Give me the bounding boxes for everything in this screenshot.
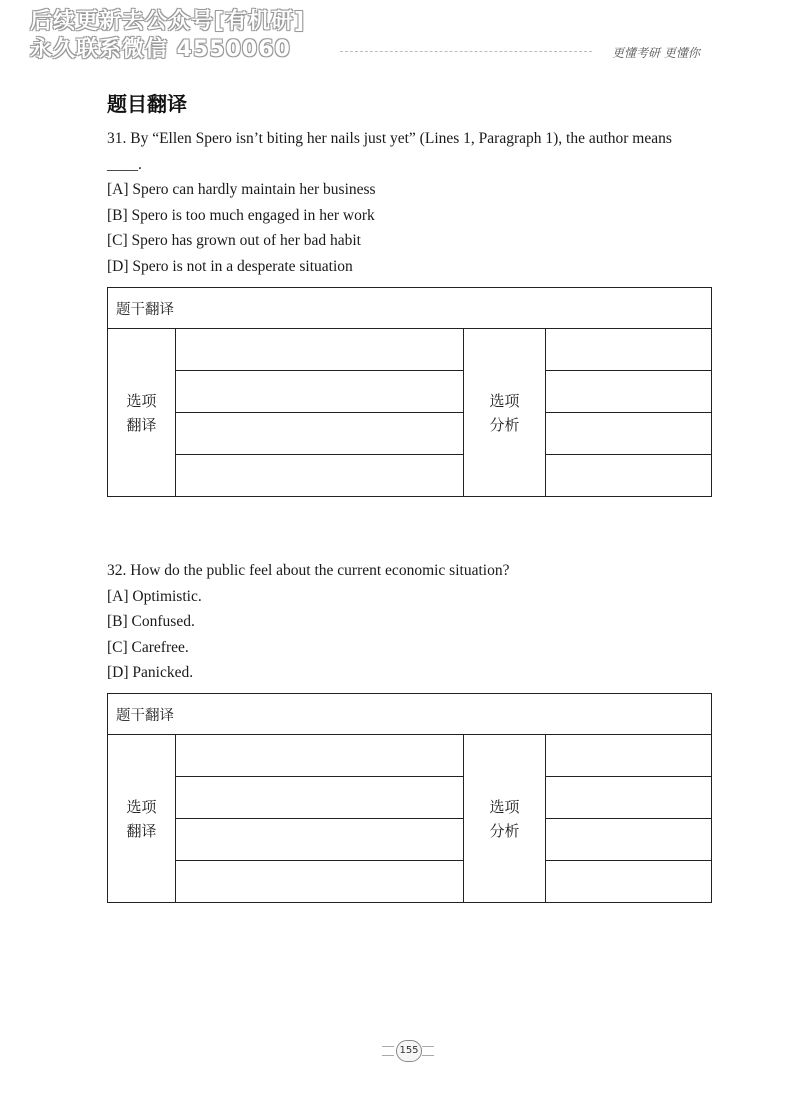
option-d: [D] Panicked. — [107, 664, 194, 681]
question-32 — [107, 558, 717, 686]
stem-translation-label: 题干翻译 — [108, 694, 712, 735]
option-translation-label: 选项 翻译 — [108, 329, 176, 497]
option-translation-cell[interactable] — [176, 329, 464, 371]
header-tagline: 更懂考研 更懂你 — [612, 46, 700, 60]
option-analysis-cell[interactable] — [546, 861, 712, 903]
option-translation-cell[interactable] — [176, 777, 464, 819]
question-31 — [107, 126, 717, 279]
option-analysis-cell[interactable] — [546, 777, 712, 819]
section-title: 题目翻译 — [107, 92, 187, 116]
option-analysis-cell[interactable] — [546, 329, 712, 371]
translation-table-32 — [107, 693, 712, 903]
page-number-ornament-right — [422, 1046, 434, 1056]
translation-table-31 — [107, 287, 712, 497]
option-translation-cell[interactable] — [176, 455, 464, 497]
watermark — [30, 8, 305, 64]
option-b: [B] Spero is too much engaged in her work — [107, 206, 375, 224]
option-analysis-label: 选项 分析 — [464, 735, 546, 903]
option-translation-cell[interactable] — [176, 819, 464, 861]
question-stem-text: 31. By “Ellen Spero isn’t biting her nails just yet” (Lines 1, Paragraph 1), the author means — [107, 130, 672, 147]
option-translation-cell[interactable] — [176, 861, 464, 903]
option-translation-cell[interactable] — [176, 413, 464, 455]
option-analysis-cell[interactable] — [546, 455, 712, 497]
option-b: [B] Confused. — [107, 613, 195, 630]
question-blank: ____. — [107, 155, 142, 173]
option-analysis-cell[interactable] — [546, 413, 712, 455]
question-stem — [107, 126, 717, 177]
watermark-line-2: 永久联系微信 4550060 — [30, 37, 291, 62]
option-a: [A] Optimistic. — [107, 587, 202, 605]
option-translation-cell[interactable] — [176, 735, 464, 777]
option-translation-label: 选项 翻译 — [108, 735, 176, 903]
page-number-ornament-left — [382, 1046, 394, 1056]
option-translation-cell[interactable] — [176, 371, 464, 413]
option-d: [D] Spero is not in a desperate situation — [107, 257, 353, 275]
header-divider — [340, 51, 592, 52]
watermark-line-1: 后续更新去公众号[有机研] — [30, 9, 306, 34]
option-analysis-cell[interactable] — [546, 735, 712, 777]
option-c: [C] Carefree. — [107, 638, 189, 656]
page-number: 155 — [396, 1040, 422, 1062]
stem-translation-label: 题干翻译 — [108, 288, 712, 329]
option-c: [C] Spero has grown out of her bad habit — [107, 232, 361, 249]
option-analysis-label: 选项 分析 — [464, 329, 546, 497]
option-a: [A] Spero can hardly maintain her business — [107, 181, 376, 198]
option-analysis-cell[interactable] — [546, 371, 712, 413]
option-analysis-cell[interactable] — [546, 819, 712, 861]
question-stem: 32. How do the public feel about the current economic situation? — [107, 562, 510, 579]
